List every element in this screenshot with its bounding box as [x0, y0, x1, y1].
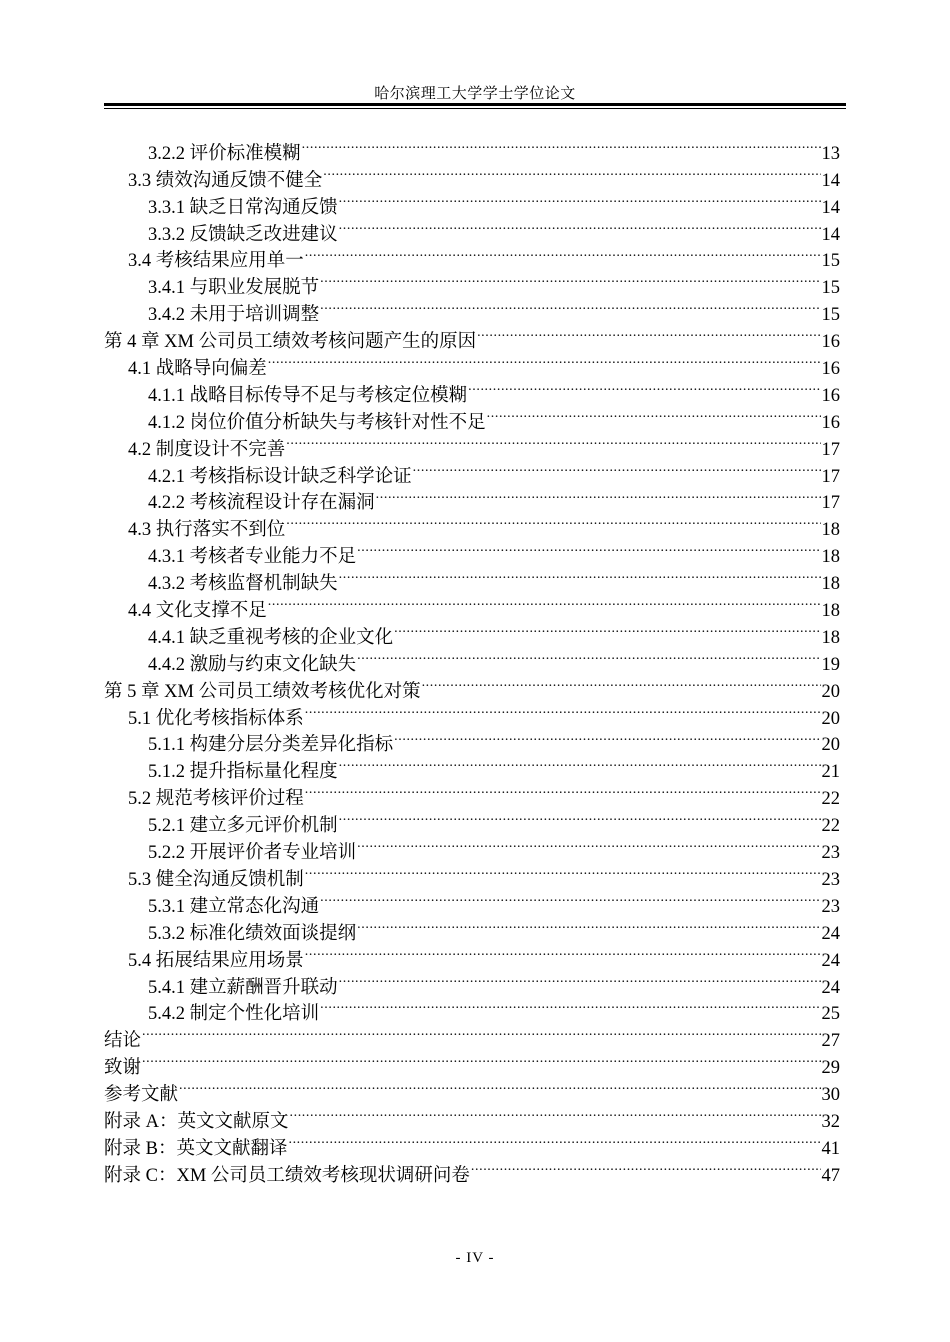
page-number: - IV -: [455, 1250, 495, 1266]
toc-page-number: 16: [821, 412, 840, 433]
toc-entry-text: 提升指标量化程度: [189, 762, 338, 783]
toc-page-number: 23: [821, 843, 840, 864]
header-rule-thin: [104, 108, 846, 109]
toc-entry-title: [104, 1082, 178, 1109]
toc-dot-leader: [339, 213, 821, 240]
toc-page-number: 22: [821, 816, 840, 837]
toc-entry-title: [148, 894, 319, 921]
toc-dot-leader: [320, 293, 820, 320]
toc-dot-leader: [339, 562, 821, 589]
toc-entry-number: 5.4: [128, 950, 152, 971]
toc-entry-text: 评价标准模糊: [189, 143, 301, 164]
toc-dot-leader: [268, 347, 821, 374]
toc-entry-text: 优化考核指标体系: [155, 708, 304, 729]
toc-entry-title: [148, 464, 412, 491]
toc-dot-leader: [468, 374, 820, 401]
toc-dot-leader: [394, 616, 820, 643]
toc-page-number: 24: [821, 950, 840, 971]
toc-entry-title: [148, 195, 338, 222]
toc-entry-number: 4.2.2: [148, 493, 185, 514]
toc-entry-number: 4.4.1: [148, 627, 185, 648]
toc-dot-leader: [179, 1073, 820, 1100]
toc-entry-title: [148, 302, 319, 329]
toc-entry-number: 5.1: [128, 708, 152, 729]
toc-entry-number: 3.3: [128, 170, 152, 191]
toc-entry-title: [128, 517, 285, 544]
toc-entry-number: 5.3.2: [148, 923, 185, 944]
toc-page-number: 25: [821, 1004, 840, 1025]
toc-entry-text: 拓展结果应用场景: [155, 950, 304, 971]
toc-entry-text: 开展评价者专业培训: [189, 843, 357, 864]
toc-entry-number: 5.3.1: [148, 896, 185, 917]
toc-dot-leader: [413, 455, 821, 482]
toc-entry-number: 4.2.1: [148, 466, 185, 487]
toc-entry-title: [128, 356, 267, 383]
toc-entry-text: 考核流程设计存在漏洞: [189, 493, 375, 514]
toc-entry-title: [104, 1109, 289, 1136]
toc-entry-text: 参考文献: [104, 1085, 179, 1106]
toc-entry-title: [104, 1136, 287, 1163]
toc-entry-number: 5.4.2: [148, 1004, 185, 1025]
toc-entry-number: 5.2: [128, 789, 152, 810]
toc-dot-leader: [305, 858, 821, 885]
toc-entry-text: 激励与约束文化缺失: [189, 654, 357, 675]
toc-page-number: 23: [821, 869, 840, 890]
toc-entry-text: 规范考核评价过程: [155, 789, 304, 810]
toc-entry-text: 缺乏重视考核的企业文化: [189, 627, 394, 648]
toc-entry-title: [128, 248, 304, 275]
toc-page-number: 18: [821, 627, 840, 648]
toc-entry-text: 制度设计不完善: [155, 439, 286, 460]
toc-page-number: 20: [821, 708, 840, 729]
toc-dot-leader: [487, 401, 821, 428]
toc-entry-text: 建立常态化沟通: [189, 896, 320, 917]
toc-entry-text: 附录 A：英文文献原文: [104, 1111, 289, 1132]
toc-dot-leader: [394, 724, 820, 751]
toc-page-number: 24: [821, 977, 840, 998]
toc-entry-number: 3.4.2: [148, 305, 185, 326]
toc-entry-number: 第 4 章: [104, 332, 160, 353]
toc-entry-title: [104, 1028, 141, 1055]
toc-page-number: 41: [821, 1138, 840, 1159]
toc-entry-text: 战略目标传导不足与考核定位模糊: [189, 385, 468, 406]
toc-dot-leader: [323, 159, 820, 186]
toc-entry[interactable]: [104, 1073, 840, 1106]
toc-entry-number: 第 5 章: [104, 681, 160, 702]
toc-entry-number: 4.4.2: [148, 654, 185, 675]
toc-entry-text: 文化支撑不足: [155, 601, 267, 622]
toc-dot-leader: [288, 1127, 820, 1154]
toc-dot-leader: [302, 132, 821, 159]
toc-page-number: 18: [821, 520, 840, 541]
toc-entry-number: 5.3: [128, 869, 152, 890]
toc-dot-leader: [142, 1019, 820, 1046]
toc-entry-number: 5.2.1: [148, 816, 185, 837]
toc-entry-number: 3.2.2: [148, 143, 185, 164]
toc-entry-title: [128, 786, 304, 813]
toc-page-number: 21: [821, 762, 840, 783]
toc-entry-text: 与职业发展脱节: [189, 278, 320, 299]
toc-entry-number: 4.4: [128, 601, 152, 622]
toc-dot-leader: [305, 939, 821, 966]
toc-entry-text: XM 公司员工绩效考核问题产生的原因: [164, 332, 477, 353]
toc-page-number: 47: [821, 1165, 840, 1186]
toc-entry-title: [104, 1163, 470, 1190]
toc-dot-leader: [422, 670, 821, 697]
toc-entry-title: [148, 544, 356, 571]
toc-dot-leader: [320, 993, 820, 1020]
table-of-contents: [104, 132, 840, 1186]
toc-entry-title: [148, 141, 301, 168]
toc-dot-leader: [357, 912, 820, 939]
header-rule-thick: [104, 103, 846, 106]
toc-page-number: 16: [821, 385, 840, 406]
toc-page-number: 23: [821, 896, 840, 917]
toc-page-number: 22: [821, 789, 840, 810]
toc-dot-leader: [471, 1154, 821, 1181]
toc-page-number: 17: [821, 466, 840, 487]
toc-entry-title: [128, 706, 304, 733]
toc-page-number: 16: [821, 359, 840, 380]
toc-entry-number: 5.2.2: [148, 843, 185, 864]
toc-entry-title: [128, 867, 304, 894]
toc-page-number: 19: [821, 654, 840, 675]
toc-entry[interactable]: [104, 1046, 840, 1079]
toc-entry-number: 4.3.2: [148, 574, 185, 595]
toc-entry[interactable]: [104, 1019, 840, 1052]
toc-page-number: 17: [821, 439, 840, 460]
toc-page-number: 14: [821, 224, 840, 245]
toc-entry-text: 建立多元评价机制: [189, 816, 338, 837]
toc-dot-leader: [142, 1046, 820, 1073]
toc-dot-leader: [286, 508, 820, 535]
toc-entry-number: 4.2: [128, 439, 152, 460]
toc-page-number: 16: [821, 332, 840, 353]
toc-entry-number: 3.3.1: [148, 197, 185, 218]
toc-entry-number: 5.1.2: [148, 762, 185, 783]
toc-entry-number: 4.1.1: [148, 385, 185, 406]
toc-page-number: 24: [821, 923, 840, 944]
toc-entry[interactable]: [104, 1100, 840, 1132]
toc-dot-leader: [477, 320, 820, 347]
toc-dot-leader: [339, 750, 821, 777]
toc-dot-leader: [286, 428, 820, 455]
toc-page-number: 20: [821, 681, 840, 702]
toc-entry-number: 5.1.1: [148, 735, 185, 756]
toc-page-number: 15: [821, 305, 840, 326]
toc-entry-number: 4.1: [128, 359, 152, 380]
toc-dot-leader: [357, 535, 820, 562]
toc-dot-leader: [290, 1100, 821, 1127]
toc-entry-number: 4.3: [128, 520, 152, 541]
toc-page-number: 17: [821, 493, 840, 514]
toc-page-number: 18: [821, 574, 840, 595]
toc-entry-text: 执行落实不到位: [155, 520, 286, 541]
toc-entry-text: 反馈缺乏改进建议: [189, 224, 338, 245]
toc-entry-text: 考核指标设计缺乏科学论证: [189, 466, 412, 487]
toc-page-number: 15: [821, 251, 840, 272]
toc-page-number: 18: [821, 547, 840, 568]
toc-page-number: 27: [821, 1031, 840, 1052]
toc-entry-title: [148, 383, 467, 410]
toc-entry-title: [128, 437, 285, 464]
toc-entry-number: 4.1.2: [148, 412, 185, 433]
toc-page-number: 32: [821, 1111, 840, 1132]
toc-entry-title: [148, 275, 319, 302]
toc-entry-text: 结论: [104, 1031, 142, 1052]
toc-entry-title: [148, 813, 338, 840]
toc-dot-leader: [305, 240, 821, 267]
toc-dot-leader: [376, 482, 821, 509]
toc-page-number: 30: [821, 1085, 840, 1106]
toc-entry[interactable]: [104, 132, 840, 164]
toc-dot-leader: [339, 186, 821, 213]
toc-entry-text: 构建分层分类差异化指标: [189, 735, 394, 756]
toc-entry-text: 附录 C：XM 公司员工绩效考核现状调研问卷: [104, 1165, 470, 1186]
toc-entry-text: 标准化绩效面谈提纲: [189, 923, 357, 944]
toc-entry-text: 健全沟通反馈机制: [155, 869, 304, 890]
toc-entry-title: [104, 1055, 141, 1082]
toc-dot-leader: [305, 777, 821, 804]
toc-entry-text: 附录 B：英文文献翻译: [104, 1138, 288, 1159]
toc-page-number: 14: [821, 170, 840, 191]
toc-page-number: 15: [821, 278, 840, 299]
toc-entry-text: XM 公司员工绩效考核优化对策: [164, 681, 421, 702]
toc-entry-text: 岗位价值分析缺失与考核针对性不足: [189, 412, 486, 433]
toc-page-number: 29: [821, 1058, 840, 1079]
toc-entry-number: 4.3.1: [148, 547, 185, 568]
toc-dot-leader: [320, 266, 820, 293]
toc-entry-title: [148, 652, 356, 679]
toc-dot-leader: [339, 966, 821, 993]
toc-entry-number: 3.4: [128, 251, 152, 272]
toc-dot-leader: [357, 831, 820, 858]
toc-dot-leader: [305, 697, 821, 724]
toc-entry-text: 缺乏日常沟通反馈: [189, 197, 338, 218]
toc-entry-text: 考核监督机制缺失: [189, 574, 338, 595]
toc-entry-text: 建立薪酬晋升联动: [189, 977, 338, 998]
toc-page-number: 13: [821, 143, 840, 164]
toc-dot-leader: [268, 589, 821, 616]
toc-entry-title: [128, 168, 322, 195]
toc-entry-title: [128, 948, 304, 975]
toc-entry-number: 5.4.1: [148, 977, 185, 998]
toc-entry-title: [128, 598, 267, 625]
toc-entry-title: [148, 975, 338, 1002]
toc-entry-text: 战略导向偏差: [155, 359, 267, 380]
toc-page-number: 18: [821, 601, 840, 622]
toc-dot-leader: [357, 643, 820, 670]
toc-page-number: 20: [821, 735, 840, 756]
toc-page-number: 14: [821, 197, 840, 218]
toc-entry-text: 致谢: [104, 1058, 142, 1079]
toc-dot-leader: [320, 885, 820, 912]
toc-entry-text: 考核结果应用单一: [155, 251, 304, 272]
running-header-title: 哈尔滨理工大学学士学位论文: [374, 86, 576, 102]
toc-entry-text: 考核者专业能力不足: [189, 547, 357, 568]
toc-entry-text: 绩效沟通反馈不健全: [155, 170, 323, 191]
toc-dot-leader: [339, 804, 821, 831]
toc-entry-number: 3.3.2: [148, 224, 185, 245]
toc-entry-number: 3.4.1: [148, 278, 185, 299]
toc-entry-text: 制定个性化培训: [189, 1004, 320, 1025]
toc-entry-text: 未用于培训调整: [189, 305, 320, 326]
